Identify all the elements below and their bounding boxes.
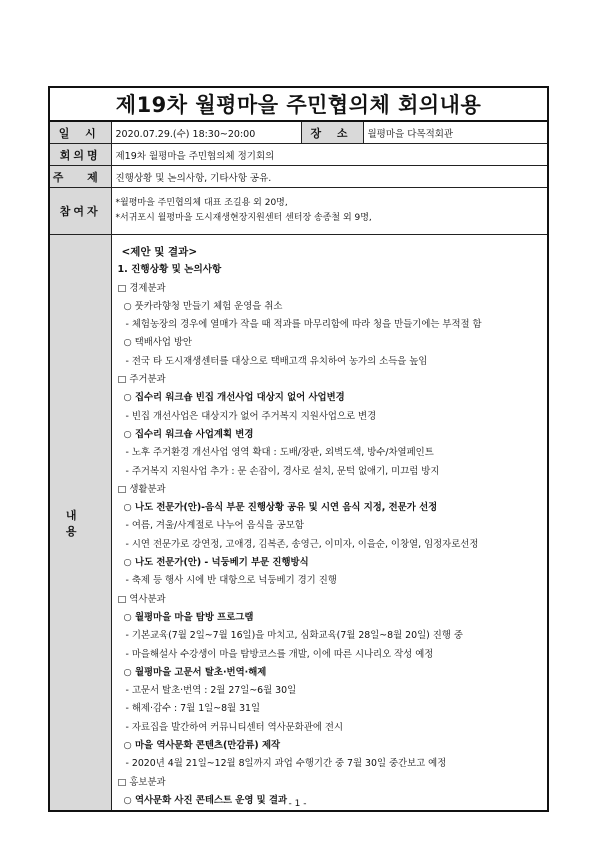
division-heading: □ 역사분과 bbox=[117, 593, 166, 605]
item-line: ○ 풋카라향청 만들기 체험 운영을 취소 bbox=[123, 300, 283, 312]
page-number: - 1 - bbox=[288, 799, 307, 809]
participant-line: *서귀포시 월평마을 도시재생현장지원센터 센터장 송종철 외 9명, bbox=[115, 213, 372, 223]
detail-line: - 빈집 개선사업은 대상지가 없어 주거복지 지원사업으로 변경 bbox=[125, 410, 377, 422]
meeting-value: 제19차 월평마을 주민협의체 정기회의 bbox=[111, 144, 548, 166]
detail-line: - 2020년 4월 21일~12월 8일까지 과업 수행기간 중 7월 30일 중간보고 예정 bbox=[125, 758, 447, 770]
detail-line: - 자료집을 발간하여 커뮤니티센터 역사문화관에 전시 bbox=[125, 721, 344, 733]
division-heading: □ 경제분과 bbox=[117, 282, 166, 294]
detail-line: - 체험농장의 경우에 열매가 작을 때 적과를 마무리함에 따라 청을 만들기에는 부적절 함 bbox=[125, 319, 482, 331]
item-line-bold: ○ 역사문화 사진 콘테스트 운영 및 결과 bbox=[123, 794, 288, 806]
topic-label: 주 제 bbox=[49, 166, 111, 188]
minutes-table bbox=[48, 86, 549, 812]
detail-line: - 고문서 탈초·번역 : 2월 27일~6월 30일 bbox=[125, 685, 297, 697]
content-body bbox=[111, 235, 548, 812]
participants-label: 참여자 bbox=[49, 188, 111, 235]
detail-line: - 축제 등 행사 시에 반 대항으로 넉둥베기 경기 진행 bbox=[125, 575, 337, 587]
meeting-label: 회의명 bbox=[49, 144, 111, 166]
date-value: 2020.07.29.(수) 18:30~20:00 bbox=[111, 121, 301, 144]
detail-line: - 여름, 겨울/사계절로 나누어 음식을 공모함 bbox=[125, 520, 304, 532]
place-label: 장 소 bbox=[301, 121, 363, 144]
participants-value bbox=[111, 188, 548, 235]
item-line-bold: ○ 월평마을 마을 탐방 프로그램 bbox=[123, 611, 254, 623]
item-line-bold: ○ 집수리 워크숍 사업계획 변경 bbox=[123, 428, 254, 440]
detail-line: - 기본교육(7월 2일~7월 16일)을 마치고, 심화교육(7월 28일~8월 20일) 진행 중 bbox=[125, 630, 463, 642]
division-heading: □ 주거분과 bbox=[117, 374, 166, 386]
division-heading: □ 홍보분과 bbox=[117, 776, 166, 788]
content-lines bbox=[118, 243, 542, 810]
date-label: 일 시 bbox=[49, 121, 111, 144]
item-line-bold: ○ 나도 전문가(안)-음식 부문 진행상황 공유 및 시연 음식 지정, 전문가 선정 bbox=[123, 502, 438, 514]
detail-line: - 노후 주거환경 개선사업 영역 확대 : 도배/장판, 외벽도색, 방수/차열페인트 bbox=[125, 447, 434, 459]
item-line-bold: ○ 월평마을 고문서 탈초·번역·해제 bbox=[123, 666, 267, 678]
section-heading: <제안 및 결과> bbox=[121, 246, 198, 258]
subheading: 1. 진행상황 및 논의사항 bbox=[117, 264, 222, 276]
document-title: 제19차 월평마을 주민협의체 회의내용 bbox=[49, 87, 548, 121]
item-line-bold: ○ 마을 역사문화 콘텐츠(만감류) 제작 bbox=[123, 740, 281, 752]
topic-value: 진행상황 및 논의사항, 기타사항 공유. bbox=[111, 166, 548, 188]
detail-line: - 전국 타 도시재생센터를 대상으로 택배고객 유치하여 농가의 소득을 높임 bbox=[125, 355, 428, 367]
detail-line: - 시연 전문가로 강연정, 고애경, 김복존, 송영근, 이미자, 이을순, 이창열, 임정자로선정 bbox=[125, 538, 479, 550]
detail-line: - 마을해설사 수강생이 마을 탐방코스를 개발, 이에 따른 시나리오 작성 예정 bbox=[125, 648, 434, 660]
item-line-bold: ○ 집수리 워크숍 빈집 개선사업 대상지 없어 사업변경 bbox=[123, 392, 345, 404]
place-value: 월평마을 다목적회관 bbox=[363, 121, 548, 144]
division-heading: □ 생활분과 bbox=[117, 483, 166, 495]
item-line: ○ 택배사업 방안 bbox=[123, 337, 192, 349]
detail-line: - 해제·감수 : 7월 1일~8월 31일 bbox=[125, 703, 261, 715]
participant-line: *월평마을 주민협의체 대표 조길용 외 20명, bbox=[115, 198, 288, 208]
content-label: 내 용 bbox=[49, 235, 111, 812]
detail-line: - 주거복지 지원사업 추가 : 문 손잡이, 경사로 설치, 문턱 없애기, 미끄럼 방지 bbox=[125, 465, 440, 477]
item-line-bold: ○ 나도 전문가(안) - 넉둥베기 부문 진행방식 bbox=[123, 557, 309, 569]
